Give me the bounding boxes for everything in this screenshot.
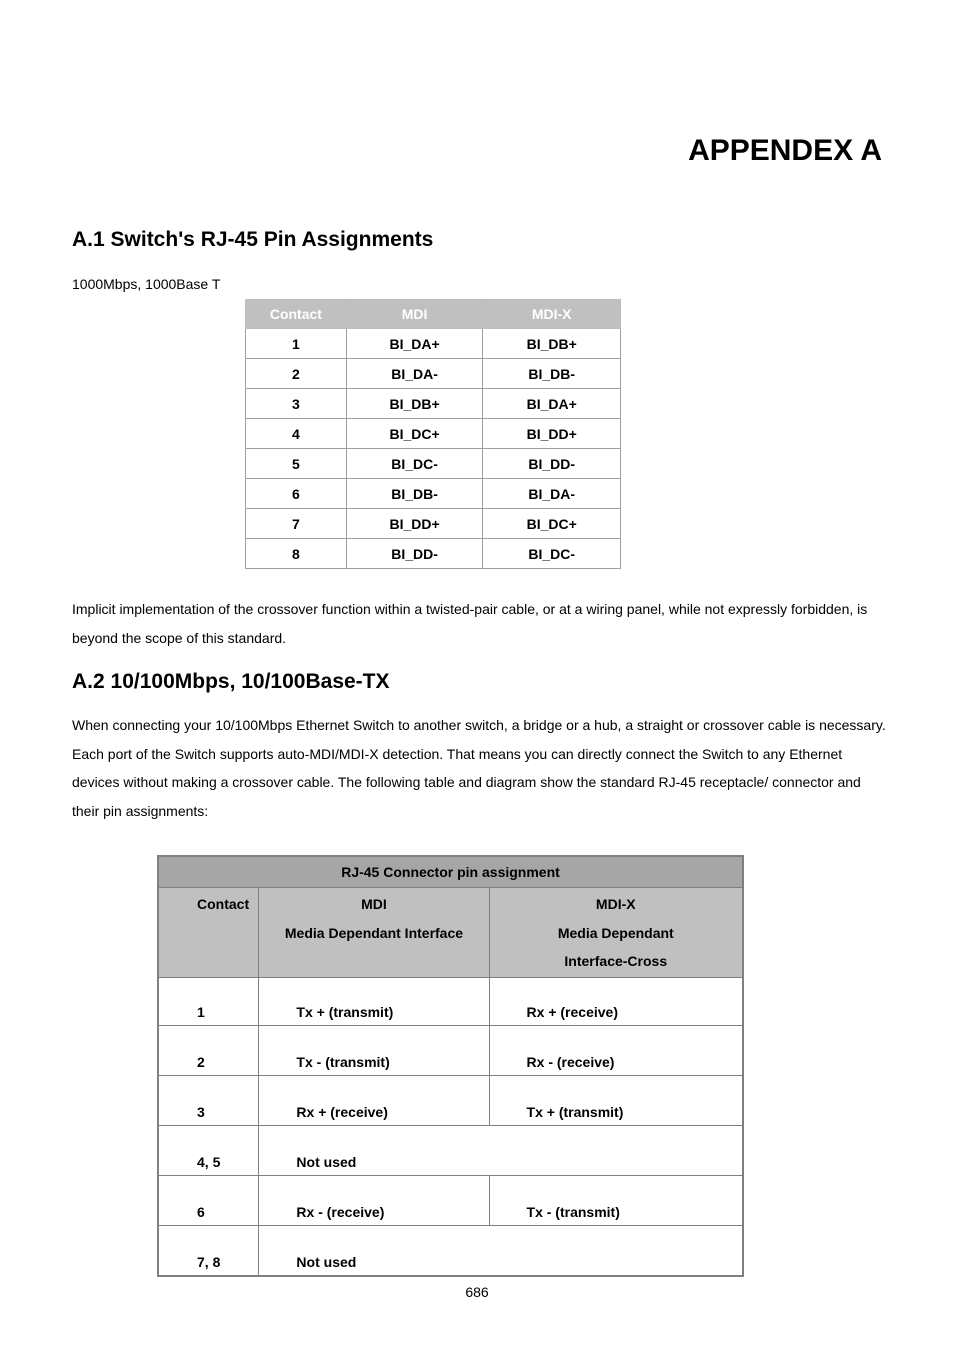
table-row — [246, 329, 621, 359]
cell-contact: 6 — [246, 479, 347, 509]
cell-mdi-x: BI_DA- — [483, 479, 621, 509]
cell-mdi-merged: Not used — [259, 1126, 743, 1176]
table-row — [158, 1026, 743, 1076]
cell-contact: 1 — [246, 329, 347, 359]
header-contact: Contact — [246, 300, 347, 329]
table-row — [246, 419, 621, 449]
header-mdi-x-description-line1: Media Dependant — [557, 924, 674, 941]
cell-contact: 4 — [246, 419, 347, 449]
table-row — [246, 479, 621, 509]
table-row — [158, 978, 743, 1026]
section-heading-a1: A.1 Switch's RJ-45 Pin Assignments — [72, 228, 434, 251]
cell-contact: 3 — [158, 1076, 259, 1126]
table-header-row — [158, 888, 743, 978]
cell-mdi-x: BI_DD+ — [483, 419, 621, 449]
cell-mdi-x: BI_DB- — [483, 359, 621, 389]
table-row — [246, 389, 621, 419]
cell-contact: 8 — [246, 539, 347, 569]
pin-assignment-table-1000base-t — [245, 299, 621, 569]
cell-mdi: BI_DC- — [346, 449, 483, 479]
cell-mdi: BI_DD+ — [346, 509, 483, 539]
cell-contact: 1 — [158, 978, 259, 1026]
cell-mdi: BI_DA+ — [346, 329, 483, 359]
cell-mdi-x: BI_DA+ — [483, 389, 621, 419]
table-row — [246, 509, 621, 539]
table-row — [158, 1126, 743, 1176]
cell-contact: 3 — [246, 389, 347, 419]
cell-mdi: Tx + (transmit) — [259, 978, 489, 1026]
cell-mdi-x: Tx - (transmit) — [489, 1176, 743, 1226]
cell-mdi: BI_DA- — [346, 359, 483, 389]
cell-contact: 5 — [246, 449, 347, 479]
table-caption: 1000Mbps, 1000Base T — [72, 276, 221, 292]
cell-contact: 6 — [158, 1176, 259, 1226]
cell-mdi-x: BI_DB+ — [483, 329, 621, 359]
cell-mdi-x: Rx + (receive) — [489, 978, 743, 1026]
header-mdi-label: MDI — [361, 896, 387, 912]
table-row — [246, 449, 621, 479]
crossover-note: Implicit implementation of the crossover function within a twisted-pair cable, or at a wiring panel, while not expressly forbidden, is beyond the scope of this standard. — [72, 601, 868, 646]
table-row — [158, 1176, 743, 1226]
table-row — [158, 1226, 743, 1277]
header-mdi-x — [489, 888, 743, 978]
section-a2-body: When connecting your 10/100Mbps Ethernet Switch to another switch, a bridge or a hub, a straight or crossover cable is necessary. Each port of the Switch supports auto-MDI/MDI-X detection. That means you can directly connect the Switch to any Ethernet devices without making a crossover cable. The following table and diagram show the standard RJ-45 receptacle/ connector and their pin assignments: — [72, 717, 886, 820]
cell-mdi-x: Tx + (transmit) — [489, 1076, 743, 1126]
cell-contact: 4, 5 — [158, 1126, 259, 1176]
cell-contact: 2 — [246, 359, 347, 389]
cell-mdi: BI_DD- — [346, 539, 483, 569]
page-title: APPENDEX A — [688, 134, 882, 167]
cell-mdi: BI_DB+ — [346, 389, 483, 419]
cell-mdi-merged: Not used — [259, 1226, 743, 1277]
table-title-row — [158, 856, 743, 888]
header-contact-label: Contact — [197, 896, 250, 912]
header-contact — [158, 888, 259, 978]
cell-mdi: Tx - (transmit) — [259, 1026, 489, 1076]
cell-mdi: BI_DC+ — [346, 419, 483, 449]
cell-contact: 2 — [158, 1026, 259, 1076]
cell-mdi-x: BI_DD- — [483, 449, 621, 479]
cell-mdi: Rx + (receive) — [259, 1076, 489, 1126]
header-mdi — [259, 888, 489, 978]
rj45-connector-pin-table — [157, 855, 744, 1277]
header-mdi-x: MDI-X — [483, 300, 621, 329]
table-row — [158, 1076, 743, 1126]
cell-mdi: Rx - (receive) — [259, 1176, 489, 1226]
cell-mdi-x: BI_DC- — [483, 539, 621, 569]
header-mdi-description: Media Dependant Interface — [284, 924, 464, 941]
table-header-row — [246, 300, 621, 329]
table-title: RJ-45 Connector pin assignment — [158, 856, 743, 888]
page-number: 686 — [465, 1284, 489, 1300]
header-mdi: MDI — [346, 300, 483, 329]
table-row — [246, 359, 621, 389]
section-heading-a2: A.2 10/100Mbps, 10/100Base-TX — [72, 670, 390, 693]
cell-mdi: BI_DB- — [346, 479, 483, 509]
cell-contact: 7, 8 — [158, 1226, 259, 1277]
cell-mdi-x: BI_DC+ — [483, 509, 621, 539]
cell-mdi-x: Rx - (receive) — [489, 1026, 743, 1076]
cell-contact: 7 — [246, 509, 347, 539]
header-mdi-x-description-line2: Interface-Cross — [564, 953, 668, 970]
header-mdi-x-label: MDI-X — [595, 896, 636, 912]
table-row — [246, 539, 621, 569]
